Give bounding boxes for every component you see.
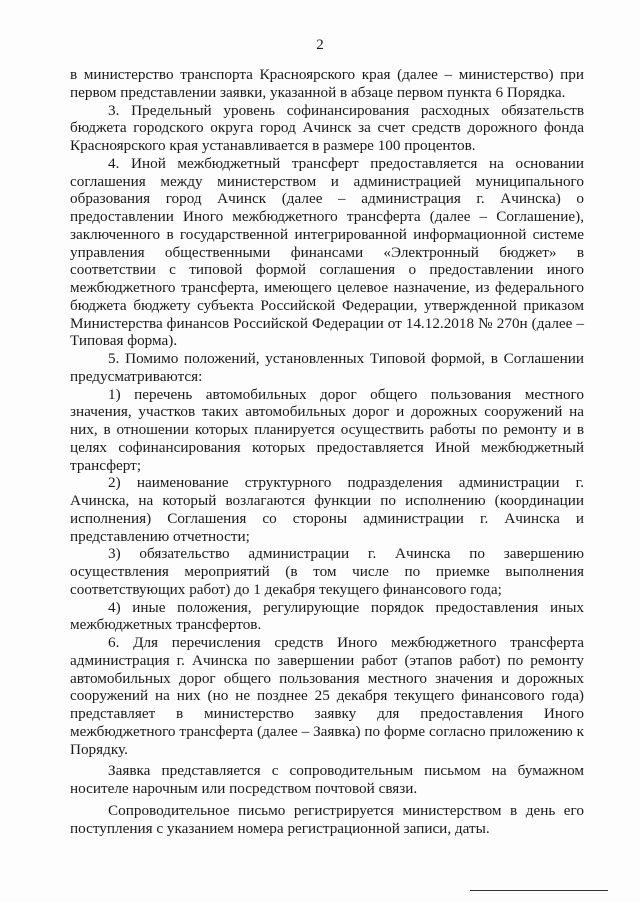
subitem-2: 2) наименование структурного подразделения администрации г. Ачинска, на который возлагаются функции по исполнению (координации исполнения) Соглашения со стороны администрации г. Ачинска и представлению отчетности; <box>70 474 584 545</box>
subitem-3: 3) обязательство администрации г. Ачинска по завершению осуществления мероприятий (в том числе по приемке выполнения соответствующих работ) до 1 декабря текущего финансового года; <box>70 545 584 598</box>
footer-divider <box>470 890 608 891</box>
document-body <box>70 66 584 837</box>
paragraph-continuation: в министерство транспорта Красноярского края (далее – министерство) при первом представлении заявки, указанной в абзаце первом пункта 6 Порядка. <box>70 66 584 101</box>
paragraph-item-4: 4. Иной межбюджетный трансферт предоставляется на основании соглашения между министерством и администрацией муниципального образования город Ачинск (далее – администрация г. Ачинска) о предоставлении Иного межбюджетного трансферта (далее – Соглашение), заключенного в государственной интегрированной информационной системе управления общественными финансами «Электронный бюджет» в соответствии с типовой формой соглашения о предоставлении иного межбюджетного трансферта, имеющего целевое назначение, из федерального бюджета бюджету субъекта Российской Федерации, утвержденной приказом Министерства финансов Российской Федерации от 14.12.2018 № 270н (далее – Типовая форма). <box>70 154 584 350</box>
paragraph-item-3: 3. Предельный уровень софинансирования расходных обязательств бюджета городского округа город Ачинск за счет средств дорожного фонда Красноярского края устанавливается в размере 100 процентов. <box>70 101 584 154</box>
paragraph-item-6: 6. Для перечисления средств Иного межбюджетного трансферта администрация г. Ачинска по завершении работ (этапов работ) по ремонту автомобильных дорог общего пользования местного значения и дорожных сооружений на них (но не позднее 25 декабря текущего финансового года) представляет в министерство заявку для предоставления Иного межбюджетного трансферта (далее – Заявка) по форме согласно приложению к Порядку. <box>70 634 584 758</box>
paragraph-application-delivery: Заявка представляется с сопроводительным письмом на бумажном носителе нарочным или посредством почтовой связи. <box>70 762 584 797</box>
subitem-1: 1) перечень автомобильных дорог общего пользования местного значения, участков таких автомобильных дорог и дорожных сооружений на них, в отношении которых планируется осуществить работы по ремонту и в целях софинансирования которых предоставляется Иной межбюджетный трансферт; <box>70 385 584 474</box>
paragraph-cover-letter: Сопроводительное письмо регистрируется министерством в день его поступления с указанием номера регистрационной записи, даты. <box>70 801 584 837</box>
page-number: 2 <box>316 37 324 53</box>
subitem-4: 4) иные положения, регулирующие порядок предоставления иных межбюджетных трансфертов. <box>70 598 584 634</box>
paragraph-item-5: 5. Помимо положений, установленных Типовой формой, в Соглашении предусматриваются: <box>70 350 584 385</box>
